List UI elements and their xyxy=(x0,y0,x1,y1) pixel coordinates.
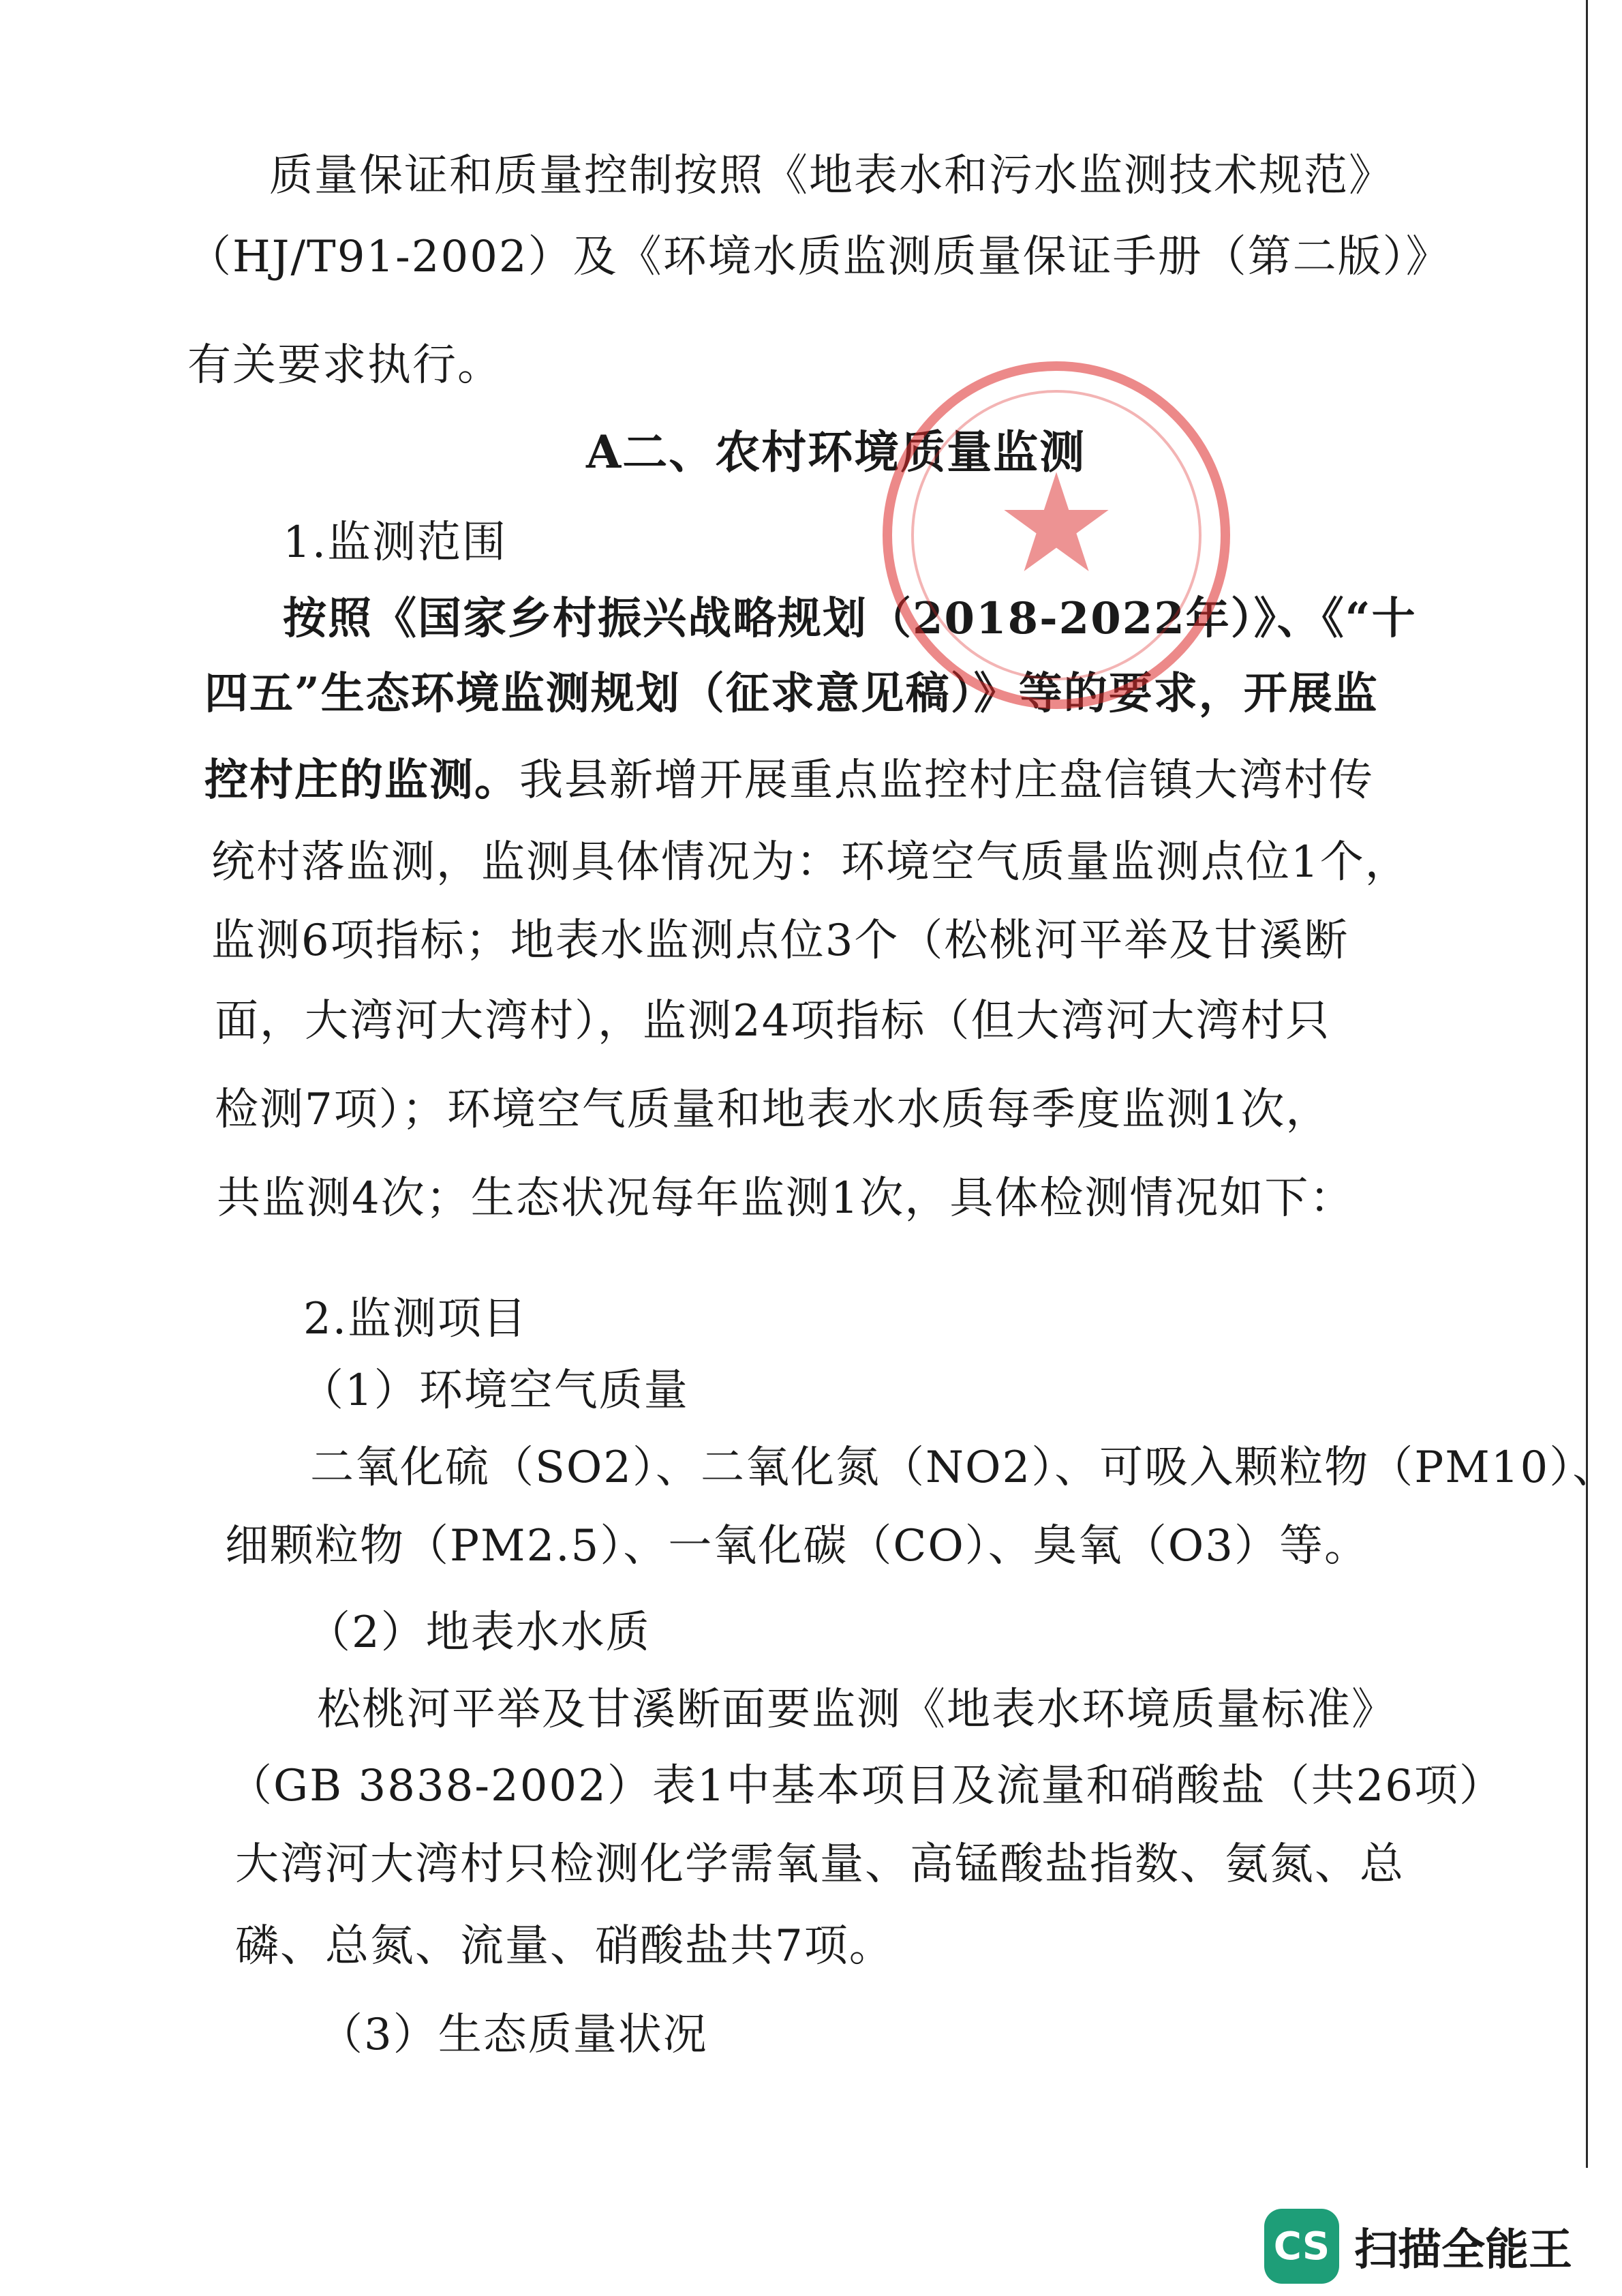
official-seal-stamp xyxy=(883,361,1230,709)
paragraph-line-bold: 四五”生态环境监测规划（征求意见稿）》等的要求，开展监 xyxy=(204,668,1379,719)
paragraph-line-bold: 按照《国家乡村振兴战略规划（2018-2022年）》、《“十 xyxy=(283,593,1417,644)
item-heading: （1）环境空气质量 xyxy=(300,1365,689,1416)
scanner-watermark-badge xyxy=(1264,2209,1572,2284)
paragraph-line: 统村落监测，监测具体情况为：环境空气质量监测点位1个， xyxy=(211,837,1410,888)
paragraph-line: 细颗粒物（PM2.5）、一氧化碳（CO）、臭氧（O3）等。 xyxy=(225,1521,1369,1571)
section-heading: A二、农村环境质量监测 xyxy=(586,425,1086,479)
subsection-heading: 1.监测范围 xyxy=(283,517,508,568)
paragraph-line: （HJ/T91-2002）及《环境水质监测质量保证手册（第二版）》 xyxy=(187,232,1451,282)
paragraph-line: 面，大湾河大湾村），监测24项指标（但大湾河大湾村只 xyxy=(215,996,1331,1046)
paragraph-line: 大湾河大湾村只检测化学需氧量、高锰酸盐指数、氨氮、总 xyxy=(235,1839,1405,1890)
camscanner-logo: CS xyxy=(1264,2209,1339,2284)
paragraph-line: 松桃河平举及甘溪断面要监测《地表水环境质量标准》 xyxy=(317,1685,1396,1735)
scan-edge-line xyxy=(1586,0,1588,2168)
paragraph-line: 磷、总氮、流量、硝酸盐共7项。 xyxy=(235,1921,894,1972)
bold-text: 控村庄的监测。 xyxy=(204,755,519,806)
subsection-heading: 2.监测项目 xyxy=(303,1294,528,1344)
paragraph-line: 二氧化硫（SO2）、二氧化氮（NO2）、可吸入颗粒物（PM10）、 xyxy=(310,1442,1618,1493)
camscanner-app-name: 扫描全能王 xyxy=(1354,2225,1572,2276)
item-heading: （2）地表水水质 xyxy=(307,1607,651,1658)
paragraph-line: （GB 3838-2002）表1中基本项目及流量和硝酸盐（共26项） xyxy=(228,1761,1505,1811)
paragraph-line: 有关要求执行。 xyxy=(187,340,502,391)
star-icon: ★ xyxy=(995,444,1118,603)
paragraph-line-mixed xyxy=(204,753,1374,808)
paragraph-line: 检测7项）；环境空气质量和地表水水质每季度监测1次， xyxy=(215,1085,1331,1135)
item-heading: （3）生态质量状况 xyxy=(319,2010,708,2060)
normal-text: 我县新增开展重点监控村庄盘信镇大湾村传 xyxy=(519,755,1374,806)
paragraph-line: 质量保证和质量控制按照《地表水和污水监测技术规范》 xyxy=(269,151,1394,201)
paragraph-line: 共监测4次；生态状况每年监测1次，具体检测情况如下： xyxy=(217,1173,1355,1224)
paragraph-line: 监测6项指标；地表水监测点位3个（松桃河平举及甘溪断 xyxy=(211,916,1349,966)
